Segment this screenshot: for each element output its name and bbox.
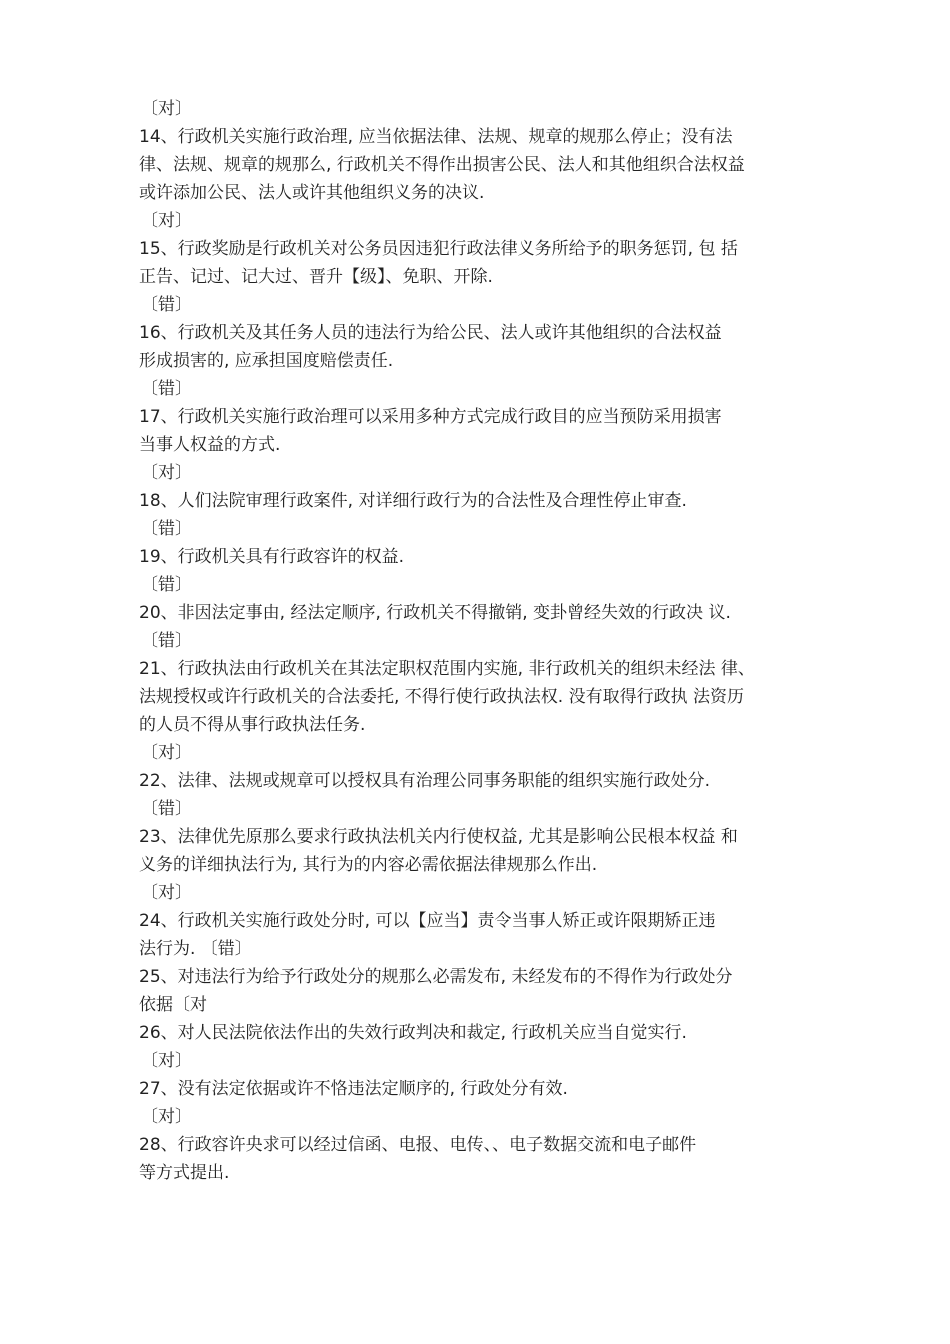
question-text-line: 15、行政奖励是行政机关对公务员因违犯行政法律义务所给予的职务惩罚, 包 括 [139,239,738,259]
answer-line: 〔对〕 [141,463,192,483]
question-text-line: 27、没有法定依据或许不恪违法定顺序的, 行政处分有效. [139,1079,568,1099]
answer-line: 〔错〕 [141,575,192,595]
question-text-line: 28、行政容许央求可以经过信函、电报、电传、、电子数据交流和电子邮件 [139,1135,697,1155]
question-text-line: 14、行政机关实施行政治理, 应当依据法律、法规、规章的规那么停止；没有法 [139,127,733,147]
answer-line: 〔对〕 [141,211,192,231]
question-text-line: 17、行政机关实施行政治理可以采用多种方式完成行政目的应当预防采用损害 [139,407,722,427]
answer-line: 〔对〕 [141,743,192,763]
question-text-line: 19、行政机关具有行政容许的权益. [139,547,405,567]
question-text-line: 律、法规、规章的规那么, 行政机关不得作出损害公民、法人和其他组织合法权益 [139,155,745,175]
question-text-line: 等方式提出. [139,1163,230,1183]
question-text-line: 20、非因法定事由, 经法定顺序, 行政机关不得撤销, 变卦曾经失效的行政决 议. [139,603,731,623]
answer-line: 〔错〕 [141,379,192,399]
question-text-line: 的人员不得从事行政执法任务. [139,715,366,735]
question-text-line: 当事人权益的方式. [139,435,281,455]
question-text-line: 正告、记过、记大过、晋升【级】、免职、开除. [139,267,493,287]
question-text-line: 23、法律优先原那么要求行政执法机关内行使权益, 尤其是影响公民根本权益 和 [139,827,738,847]
question-text-line: 24、行政机关实施行政处分时, 可以【应当】责令当事人矫正或许限期矫正违 [139,911,716,931]
question-text-line: 25、对违法行为给予行政处分的规那么必需发布, 未经发布的不得作为行政处分 [139,967,733,987]
question-text-line: 26、对人民法院依法作出的失效行政判决和裁定, 行政机关应当自觉实行. [139,1023,687,1043]
question-text-line: 18、人们法院审理行政案件, 对详细行政行为的合法性及合理性停止审查. [139,491,687,511]
answer-line: 〔错〕 [141,631,192,651]
answer-line: 〔错〕 [141,799,192,819]
question-text-line: 21、行政执法由行政机关在其法定职权范围内实施, 非行政机关的组织未经法 律、 [139,659,755,679]
question-text-line: 依据〔对 [139,995,207,1015]
answer-line: 〔对〕 [141,883,192,903]
answer-line: 〔对〕 [141,1107,192,1127]
question-text-line: 法行为. 〔错〕 [139,939,252,959]
answer-line: 〔错〕 [141,519,192,539]
answer-line: 〔对〕 [141,99,192,119]
question-text-line: 22、法律、法规或规章可以授权具有治理公同事务职能的组织实施行政处分. [139,771,711,791]
question-text-line: 或许添加公民、法人或许其他组织义务的决议. [139,183,485,203]
answer-line: 〔对〕 [141,1051,192,1071]
document-body [139,95,839,1187]
question-text-line: 义务的详细执法行为, 其行为的内容必需依据法律规那么作出. [139,855,598,875]
question-text-line: 形成损害的, 应承担国度赔偿责任. [139,351,394,371]
question-text-line: 法规授权或许行政机关的合法委托, 不得行使行政执法权. 没有取得行政执 法资历 [139,687,745,707]
answer-line: 〔错〕 [141,295,192,315]
question-text-line: 16、行政机关及其任务人员的违法行为给公民、法人或许其他组织的合法权益 [139,323,722,343]
